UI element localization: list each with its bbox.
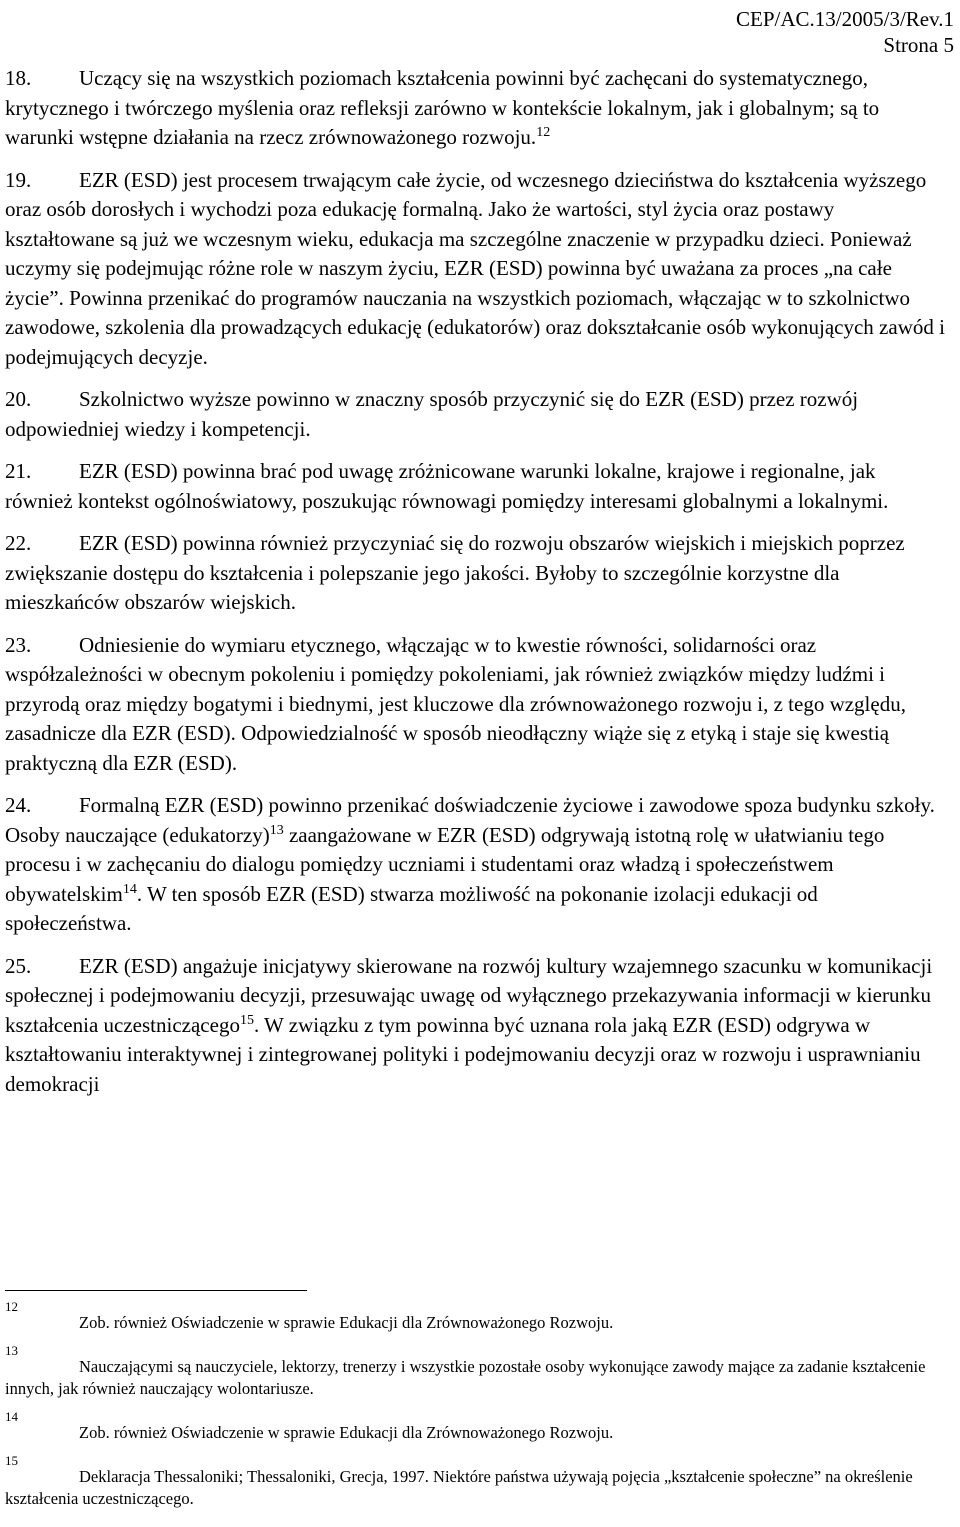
paragraph xyxy=(5,457,945,516)
paragraph-text: Szkolnictwo wyższe powinno w znaczny sposób przyczynić się do EZR (ESD) przez rozwój odpowiedniej wiedzy i kompetencji. xyxy=(5,387,859,441)
footnote-reference: 14 xyxy=(122,881,137,897)
footnote-separator xyxy=(5,1290,307,1291)
footnote-number: 13 xyxy=(5,1343,18,1358)
footnote-text: Nauczającymi są nauczyciele, lektorzy, trenerzy i wszystkie pozostałe osoby wykonujące zawody mające za zadanie kształcenie innych, jak również nauczający wolontariusze. xyxy=(5,1357,926,1398)
footnote xyxy=(5,1410,945,1444)
paragraph-text: EZR (ESD) powinna również przyczyniać się do rozwoju obszarów wiejskich i miejskich poprzez zwiększanie dostępu do kształcenia i polepszanie jego jakości. Byłoby to szczególnie korzystne dla mieszkańców obszarów wiejskich. xyxy=(5,531,905,614)
page-number: Strona 5 xyxy=(883,33,954,57)
paragraph-text: Odniesienie do wymiaru etycznego, włączając w to kwestie równości, solidarności oraz współzależności w obecnym pokoleniu i pomiędzy pokoleniami, jak również związków między ludźmi i przyrodą oraz między bogatymi i biednymi, jest kluczowe dla zrównoważonego rozwoju i, z tego względu, zasadnicze dla EZR (ESD). Odpowiedzialność w sposób nieodłączny wiąże się z etyką i staje się kwestią praktyczną dla EZR (ESD). xyxy=(5,632,906,775)
footnote-number: 15 xyxy=(5,1453,18,1468)
paragraph xyxy=(5,166,945,373)
document-id: CEP/AC.13/2005/3/Rev.1 xyxy=(736,7,954,31)
footnote-text: Deklaracja Thessaloniki; Thessaloniki, Grecja, 1997. Niektóre państwa używają pojęcia „kształcenie społeczne” na określenie kształcenia uczestniczącego. xyxy=(5,1467,913,1508)
paragraph xyxy=(5,631,945,779)
paragraph xyxy=(5,791,945,939)
footnote-reference: 12 xyxy=(536,125,551,140)
footnote-reference: 15 xyxy=(239,1012,254,1028)
paragraph-text: . W ten sposób EZR (ESD) stwarza możliwość na pokonanie izolacji edukacji od społeczeństwa. xyxy=(5,881,818,935)
paragraph-number: 25. xyxy=(5,953,32,978)
paragraph xyxy=(5,952,945,1100)
paragraph xyxy=(5,529,945,618)
paragraph-text: EZR (ESD) angażuje inicjatywy skierowane na rozwój kultury wzajemnego szacunku w komunikacji społecznej i podejmowaniu decyzji, przesuwając uwagę od wyłącznego przekazywania informacji w kierunku kształcenia uczestniczącego xyxy=(5,953,933,1037)
paragraph-text: Uczący się na wszystkich poziomach kształcenia powinni być zachęcani do systematycznego, krytycznego i twórczego myślenia oraz refleksji zarówno w kontekście lokalnym, jak i globalnym; są to warunki wstępne działania na rzecz zrównoważonego rozwoju. xyxy=(5,66,880,149)
paragraph-number: 22. xyxy=(5,531,32,555)
document-body xyxy=(5,64,945,1112)
footnote-text: Zob. również Oświadczenie w sprawie Edukacji dla Zrównoważonego Rozwoju. xyxy=(79,1313,614,1332)
page-header xyxy=(736,6,954,58)
footnote-number: 12 xyxy=(5,1299,18,1314)
paragraph xyxy=(5,64,945,153)
paragraph-text: Formalną EZR (ESD) powinno przenikać doświadczenie życiowe i zawodowe spoza budynku szkoły. Osoby nauczające (edukatorzy) xyxy=(5,793,935,847)
footnote xyxy=(5,1300,945,1334)
paragraph-text: EZR (ESD) powinna brać pod uwagę zróżnicowane warunki lokalne, krajowe i regionalne, jak również kontekst ogólnoświatowy, poszukując równowagi pomiędzy interesami globalnymi a lokalnymi. xyxy=(5,459,889,513)
paragraph-number: 24. xyxy=(5,793,32,817)
footnote xyxy=(5,1344,945,1400)
paragraph-number: 23. xyxy=(5,632,32,657)
footnote-text: Zob. również Oświadczenie w sprawie Edukacji dla Zrównoważonego Rozwoju. xyxy=(79,1423,614,1442)
footnote-reference: 13 xyxy=(269,822,284,838)
footnote-number: 14 xyxy=(5,1409,18,1424)
paragraph-text: . W związku z tym powinna być uznana rola jaką EZR (ESD) odgrywa w kształtowaniu interaktywnej i zintegrowanej polityki i podejmowaniu decyzji oraz w rozwoju i usprawnianiu demokracji xyxy=(5,1012,921,1096)
paragraph xyxy=(5,385,945,444)
paragraph-text: zaangażowane w EZR (ESD) odgrywają istotną rolę w ułatwianiu tego procesu i w zachęcaniu do dialogu pomiędzy uczniami i studentami oraz władzą i społeczeństwem obywatelskim xyxy=(5,822,885,906)
paragraph-number: 19. xyxy=(5,167,32,192)
footnote xyxy=(5,1454,945,1510)
paragraph-number: 20. xyxy=(5,387,32,411)
paragraph-number: 18. xyxy=(5,66,32,90)
paragraph-text: EZR (ESD) jest procesem trwającym całe życie, od wczesnego dzieciństwa do kształcenia wyższego oraz osób dorosłych i wychodzi poza edukację formalną. Jako że wartości, styl życia oraz postawy kształtowane są już we wczesnym wieku, edukacja ma szczególne znaczenie w przypadku dzieci. Ponieważ uczymy się podejmując różne role w naszym życiu, EZR (ESD) powinna być uważana za proces „na całe życie”. Powinna przenikać do programów nauczania na wszystkich poziomach, włączając w to szkolnictwo zawodowe, szkolenia dla prowadzących edukację (edukatorów) oraz dokształcanie osób wykonujących zawód i podejmujących decyzje. xyxy=(5,167,945,369)
paragraph-number: 21. xyxy=(5,459,32,483)
footnotes xyxy=(5,1300,945,1520)
